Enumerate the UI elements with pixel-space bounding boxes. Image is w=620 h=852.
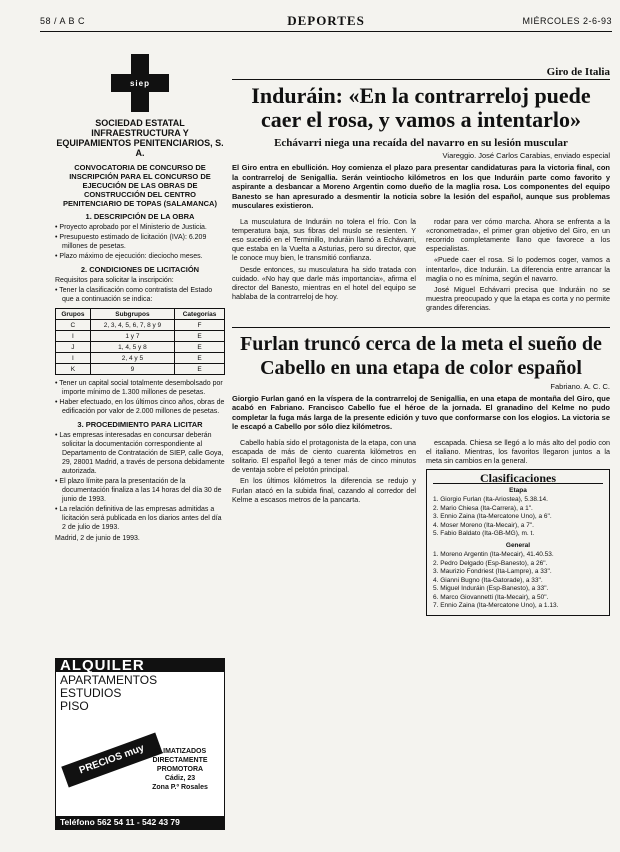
list-item: • Tener la clasificación como contratista del Estado que a continuación se indica: bbox=[55, 287, 213, 303]
list-item: • Proyecto aprobado por el Ministerio de Justicia. bbox=[55, 224, 207, 231]
table-row: K 9 E bbox=[56, 364, 225, 375]
paragraph: José Miguel Echávarri precisa que Induráin no se muestra preocupado y que la etapa es corta y no permite grandes diferencias. bbox=[426, 284, 610, 313]
signature-date: Madrid, 2 de junio de 1993. bbox=[55, 535, 140, 542]
table-header: Grupos bbox=[56, 309, 91, 320]
list-item: • Tener un capital social totalmente desembolsado por importe mínimo de 1.300 millones de pesetas. bbox=[55, 380, 223, 396]
advert-banner: PRECIOS muy ESPECIALES bbox=[61, 733, 162, 788]
list-item: 4. Gianni Bugno (Ita-Gatorade), a 33". bbox=[433, 576, 543, 584]
list-item: 3. Ennio Zaina (Ita-Mercatone Uno), a 6". bbox=[433, 513, 552, 521]
advert-line: PISO bbox=[60, 699, 89, 713]
table-row: J 1, 4, 5 y 8 E bbox=[56, 342, 225, 353]
list-item: 5. Fabio Baldato (Ita-GB-MG), m. t. bbox=[433, 530, 535, 538]
general-title: General bbox=[505, 541, 531, 549]
list-item: 3. Maurizio Fondriest (Ita-Lampre), a 33". bbox=[433, 568, 552, 576]
article-lead: El Giro entra en ebullición. Hoy comienza el plazo para presentar candidaturas para la victoria final, con la contrarreloj de Senigallia. Serán veintiocho kilómetros en los que Induráin parte como favorito y aspirante a desbancar a Moreno Argentin como dueño de la maglia rosa. Los componentes del equipo Banesto se han apresurado a desmentir la noticia sobre la lesión del español, aunque sus problemas musculares existieron. bbox=[232, 163, 610, 210]
paragraph: «Puede caer el rosa. Si lo podemos coger, vamos a intentarlo», dice Induráin. La diferencia entre arrancar la maglia o no es mínima, según el navarro. bbox=[426, 255, 610, 283]
list-item: 2. Mario Chiesa (Ita-Carrera), a 1". bbox=[433, 504, 533, 512]
list-item: • Haber efectuado, en los últimos cinco años, obras de edificación por valor de 2.000 millones de pesetas. bbox=[55, 399, 225, 415]
list-item: • Plazo máximo de ejecución: dieciocho meses. bbox=[55, 253, 203, 260]
classification-table bbox=[55, 308, 225, 375]
article-byline: Viareggio. José Carlos Carabias, enviado especial bbox=[442, 151, 610, 160]
article-body-2 bbox=[232, 438, 610, 616]
article-subhead: Echávarri niega una recaída del navarro en su lesión muscular bbox=[274, 137, 568, 149]
page-header bbox=[40, 12, 612, 32]
table-row: I 1 y 7 E bbox=[56, 331, 225, 342]
table-row: C 2, 3, 4, 5, 6, 7, 8 y 9 F bbox=[56, 320, 225, 331]
rental-advert bbox=[55, 658, 225, 830]
paragraph: La musculatura de Induráin no tolera el frío. Con la temperatura baja, sus fibras del muslo se resienten. Y eso sucedió en el Terminillo, Induráin llamó a Echávarri, que estaba en la Vuelta a Asturias, pero su director, que le conoce muy bien, le transmitió confianza. bbox=[232, 216, 416, 263]
table-row: I 2, 4 y 5 E bbox=[56, 353, 225, 364]
list-item: • La relación definitiva de las empresas admitidas a licitación será publicada en los diarios antes del día 2 de julio de 1993. bbox=[55, 506, 222, 531]
paragraph: rodar para ver cómo marcha. Ahora se enfrenta a la «cronometrada», el primer gran objetivo del Giro, en un recorrido completamente llano que favorece a los especialistas. bbox=[426, 216, 610, 254]
list-item: • Presupuesto estimado de licitación (IVA): 6.209 millones de pesetas. bbox=[55, 234, 207, 250]
list-item: 6. Marco Giovannetti (Ita-Mecair), a 50". bbox=[433, 593, 549, 601]
classifications-title: Clasificaciones bbox=[433, 474, 603, 484]
stage-title: Etapa bbox=[509, 486, 527, 494]
table-header: Categorías bbox=[175, 309, 225, 320]
siep-logo: siep bbox=[111, 54, 169, 112]
advert-line: APARTAMENTOS bbox=[60, 673, 158, 687]
paragraph: En los últimos kilómetros la diferencia se redujo y Furlan atacó en la subida final, cazando al corredor del Kelme a escasos metros de la pancarta. bbox=[232, 476, 416, 504]
advert-company: CLIMATIZADOS DIRECTAMENTE PROMOTORA Cádiz, 23 Zona P.º Rosales bbox=[152, 748, 208, 791]
list-item: • Las empresas interesadas en concursar deberán solicitar la documentación correspondiente al Departamento de Contratación de SIEP, calle Goya, 29, 28001 Madrid, a través de persona debidamente autorizada. bbox=[55, 432, 225, 475]
paragraph: escapada. Chiesa se llegó a lo más alto del podio con el italiano. Mientras, los favoritos llegaron juntos a la meta sin cambios en la general. bbox=[426, 437, 610, 465]
list-item: Requisitos para solicitar la inscripción: bbox=[55, 277, 174, 284]
article-lead-2: Giorgio Furlan ganó en la víspera de la contrarreloj de Senigallia, en una etapa de montaña del Giro, que acabó en Fabriano. Francisco Cabello fue el héroe de la jornada. El granadino del Kelme no pudo completar la fuga más larga de la presente edición y tuvo que conformarse con los elogios. La victoria se le escapó a Cabello por sólo diez kilómetros. bbox=[232, 393, 610, 432]
section-3-title: 3. PROCEDIMIENTO PARA LICITAR bbox=[77, 420, 203, 429]
article-headline-2: Furlan truncó cerca de la meta el sueño de Cabello en una etapa de color español bbox=[232, 327, 610, 380]
list-item: 1. Giorgio Furlan (Ita-Ariostea), 5.38.14. bbox=[433, 496, 548, 504]
advert-phone: Teléfono 562 54 11 - 542 43 79 bbox=[56, 816, 224, 829]
section-title: DEPORTES bbox=[287, 13, 365, 28]
article-byline-2: Fabriano. A. C. C. bbox=[550, 381, 610, 391]
tender-notice bbox=[55, 40, 225, 835]
list-item: 5. Miguel Induráin (Esp-Banesto), a 33". bbox=[433, 585, 549, 593]
list-item: 4. Moser Moreno (Ita-Mecair), a 7". bbox=[433, 521, 534, 529]
list-item: 1. Moreno Argentin (Ita-Mecair), 41.40.53. bbox=[433, 551, 554, 559]
list-item: • El plazo límite para la presentación de la documentación finaliza a las 14 horas del día 30 de junio de 1993. bbox=[55, 478, 222, 503]
page-number: 58 / A B C bbox=[40, 16, 86, 26]
sports-articles bbox=[232, 66, 610, 616]
section-1-title: 1. DESCRIPCIÓN DE LA OBRA bbox=[85, 212, 195, 221]
edition-date: MIÉRCOLES 2-6-93 bbox=[522, 16, 612, 26]
paragraph: Cabello había sido el protagonista de la etapa, con una escapada de más de ciento cuarenta kilómetros en solitario. El español llegó a tener más de cinco minutos de ventaja sobre el pelotón principal. bbox=[232, 437, 416, 475]
classifications-box bbox=[426, 469, 610, 616]
advert-line: ESTUDIOS bbox=[60, 686, 122, 700]
list-item: 2. Pedro Delgado (Esp-Banesto), a 26". bbox=[433, 559, 548, 567]
advert-title: ALQUILER bbox=[56, 659, 224, 672]
article-headline: Induráin: «En la contrarreloj puede caer el rosa, y vamos a intentarlo» bbox=[251, 83, 591, 132]
paragraph: Desde entonces, su musculatura ha sido tratada con cuidado. «No hay que darle más importancia», afirma el director del Banesto, mientras en el hotel del equipo se hablaba de la contrarreloj de hoy. bbox=[232, 264, 416, 302]
table-header: Subgrupos bbox=[90, 309, 174, 320]
section-2-title: 2. CONDICIONES DE LICITACIÓN bbox=[80, 265, 200, 274]
article-kicker: Giro de Italia bbox=[232, 66, 610, 80]
tender-call: CONVOCATORIA DE CONCURSO DE INSCRIPCIÓN PARA EL CONCURSO DE EJECUCIÓN DE LAS OBRAS DE CONSTRUCCIÓN DEL CENTRO PENITENCIARIO DE TOPAS (SALAMANCA) bbox=[63, 163, 217, 208]
organization-name: SOCIEDAD ESTATAL INFRAESTRUCTURA Y EQUIPAMIENTOS PENITENCIARIOS, S. A. bbox=[56, 118, 224, 158]
list-item: 7. Ennio Zaina (Ita-Mercatone Uno), a 1.13. bbox=[433, 602, 559, 610]
article-body bbox=[232, 217, 610, 315]
